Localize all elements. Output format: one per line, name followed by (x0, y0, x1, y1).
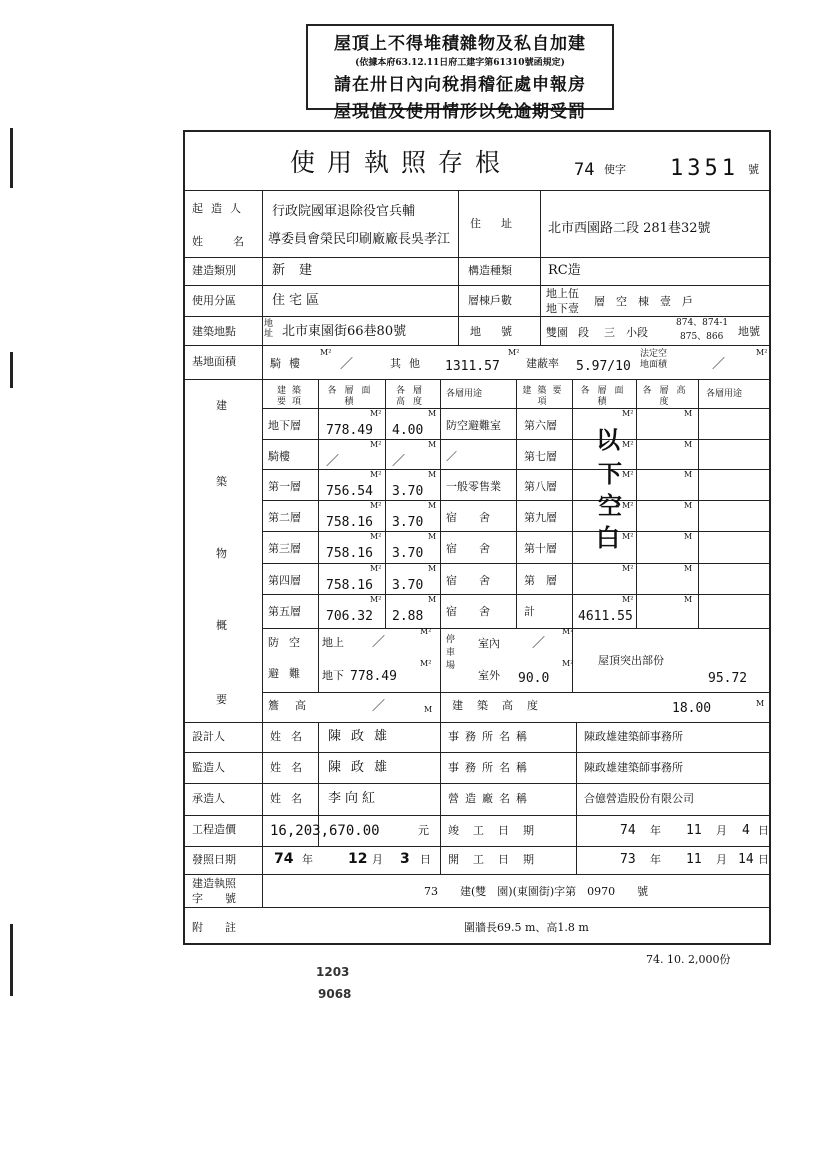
build-type: 新建 (272, 263, 327, 278)
issue-year: 74 (274, 851, 294, 867)
outdoor-label: 室外 (478, 669, 500, 682)
lot-label: 地號 (470, 325, 532, 338)
unit: M (428, 564, 437, 573)
side-label-3: 物 (216, 547, 227, 560)
build-type-label: 建造類別 (192, 264, 236, 277)
unit: M (684, 595, 693, 604)
col-header: 各層高度 (395, 386, 430, 407)
lot-nums-2: 875、866 (680, 332, 724, 342)
day-char: 日 (420, 853, 431, 866)
day-char: 日 (758, 853, 769, 866)
done-year: 74 (620, 823, 636, 838)
floor-height: 3.70 (392, 546, 424, 561)
indoor-label: 室內 (478, 637, 500, 650)
designer-firm: 陳政雄建築師事務所 (584, 730, 683, 743)
issue-month: 12 (348, 851, 368, 867)
unit: M (428, 595, 437, 604)
owner-label: 起造人 (192, 202, 249, 215)
stamp-line-3: 請在卅日內向稅捐稽征處申報房 (334, 75, 586, 95)
floor-name: 第三層 (268, 542, 301, 555)
permit-suffix: 號 (748, 163, 759, 176)
floor-area: 756.54 (326, 484, 373, 499)
eave-label: 簷高 (268, 699, 322, 712)
unit: M (428, 501, 437, 510)
month-char: 月 (716, 853, 727, 866)
site-area-label: 基地面積 (192, 355, 236, 368)
owner-address: 北市西園路二段 281巷32號 (548, 221, 711, 236)
shelter-above-label: 地上 (322, 636, 344, 649)
floor-area: 778.49 (326, 423, 373, 438)
bldg-height-label: 建築高度 (452, 699, 552, 712)
stamp-line-2: (依據本府63.12.11日府工建字第61310號函規定) (355, 58, 565, 68)
floor-use: 宿 舍 (446, 511, 490, 524)
unit: M² (756, 348, 768, 357)
unit: M² (562, 659, 574, 668)
issue-day: 3 (400, 851, 410, 867)
floor-height: 2.88 (392, 609, 424, 624)
shelter-below-label: 地下 (322, 669, 344, 682)
binder-mark (10, 128, 13, 188)
floor-use: 防空避難室 (446, 419, 501, 432)
floor-name: 第二層 (268, 511, 301, 524)
unit: M² (622, 564, 634, 573)
shelter-label-1: 防空 (268, 636, 310, 649)
floors-label: 層棟戶數 (468, 294, 512, 307)
unit: M² (622, 532, 634, 541)
floor-use: ／ (446, 450, 457, 463)
permit-year: 74 (574, 160, 595, 180)
floor-name: 第五層 (268, 605, 301, 618)
stamp-line-4: 屋現值及使用情形以免逾期受罰 (334, 102, 586, 122)
binder-mark (10, 924, 13, 996)
parking-label: 停車場 (446, 635, 456, 671)
site-sub-label: 地址 (264, 319, 274, 339)
legal-open-label-1: 法定空 (640, 349, 668, 359)
unit: M² (320, 348, 332, 357)
floors-rest: 層 空 棟 壹 戶 (594, 295, 693, 308)
contractor-name: 李向紅 (328, 791, 380, 806)
start-year: 73 (620, 852, 636, 867)
contractor-label: 承造人 (192, 792, 225, 805)
col-header: 各層用途 (446, 389, 483, 399)
bldg-height: 18.00 (672, 701, 712, 716)
floor-area: 706.32 (326, 609, 373, 624)
month-char: 月 (716, 824, 727, 837)
shelter-label-2: 避難 (268, 667, 310, 680)
unit: M (684, 532, 693, 541)
arcade-area-label: 騎樓 (270, 357, 308, 370)
start-label: 開工日期 (448, 853, 548, 866)
zone: 住宅區 (272, 293, 324, 308)
cost-label: 工程造價 (192, 823, 236, 836)
unit: M (428, 532, 437, 541)
firm-label: 營造廠名稱 (448, 792, 533, 805)
floor-name-2: 第七層 (524, 450, 557, 463)
floor-name-2: 第六層 (524, 419, 557, 432)
note-label: 附註 (192, 921, 258, 934)
floor-name: 第一層 (268, 480, 301, 493)
total-area: 4611.55 (578, 609, 633, 624)
side-label-5: 要 (216, 693, 227, 706)
floor-use: 一般零售業 (446, 480, 501, 493)
owner-name-2: 導委員會榮民印刷廠廠長吳孝江 (268, 232, 451, 247)
floor-height: 3.70 (392, 578, 424, 593)
unit: M² (622, 440, 634, 449)
lot-section-word: 段 (578, 326, 589, 339)
arcade-area: ／ (340, 357, 354, 372)
cost-unit: 元 (418, 824, 429, 837)
shelter-above: ／ (372, 635, 386, 650)
start-day: 14 (738, 852, 754, 867)
binder-mark (10, 352, 13, 388)
floors-above: 地上伍 (546, 287, 579, 300)
lot-district: 雙園 (546, 326, 568, 339)
name-label: 姓名 (270, 730, 312, 743)
coverage: 5.97/10 (576, 359, 631, 374)
unit: M² (508, 348, 520, 357)
unit: M (428, 470, 437, 479)
floor-name-2: 計 (524, 605, 535, 618)
floor-height: 3.70 (392, 515, 424, 530)
outdoor-parking: 90.0 (518, 671, 550, 686)
side-label-1: 建 (216, 399, 227, 412)
floor-height: 3.70 (392, 484, 424, 499)
handwritten-note-2: 9068 (318, 987, 352, 1001)
unit: M (684, 470, 693, 479)
unit: M² (622, 501, 634, 510)
done-month: 11 (686, 823, 702, 838)
lot-suffix: 地號 (738, 325, 760, 338)
unit: M² (622, 470, 634, 479)
unit: M² (370, 409, 382, 418)
permit-label-1: 建造執照 (192, 877, 236, 890)
handwritten-blank-3: 空 (598, 492, 622, 520)
eave-height: ／ (372, 699, 386, 714)
owner-name-label: 姓名 (192, 235, 274, 248)
unit: M² (370, 532, 382, 541)
designer-label: 設計人 (192, 730, 225, 743)
notice-stamp (306, 24, 614, 122)
unit: M² (420, 627, 432, 636)
issue-label: 發照日期 (192, 853, 236, 866)
done-day: 4 (742, 823, 750, 838)
handwritten-blank-2: 下 (598, 460, 622, 488)
unit: M² (622, 409, 634, 418)
handwritten-blank-1: 以 (596, 426, 620, 454)
firm-label: 事務所名稱 (448, 761, 533, 774)
unit: M (428, 409, 437, 418)
unit: M (684, 501, 693, 510)
unit: M² (370, 470, 382, 479)
indoor-parking: ／ (532, 636, 546, 651)
note-text: 圍牆長69.5 m、高1.8 m (464, 921, 589, 934)
day-char: 日 (758, 824, 769, 837)
unit: M (756, 699, 765, 708)
start-month: 11 (686, 852, 702, 867)
cost-value: 16,203,670.00 (270, 823, 380, 839)
permit-number: 1351 (670, 156, 739, 181)
col-header: 各層高度 (642, 386, 694, 407)
firm-label: 事務所名稱 (448, 730, 533, 743)
owner-name-1: 行政院國軍退除役官兵輔 (272, 204, 416, 219)
floor-height: 4.00 (392, 423, 424, 438)
col-header: 各層面積 (580, 386, 632, 407)
unit: M (684, 564, 693, 573)
supervisor-name: 陳政雄 (328, 760, 398, 775)
address-label: 住址 (470, 217, 532, 230)
floor-name-2: 第八層 (524, 480, 557, 493)
permit-label-2: 字 號 (192, 892, 236, 905)
floor-area: 758.16 (326, 578, 373, 593)
form-title: 使用執照存根 (290, 148, 513, 177)
floor-use: 宿 舍 (446, 605, 490, 618)
floor-height: ／ (392, 454, 406, 469)
other-area-label: 其他 (390, 357, 428, 370)
floor-name: 騎樓 (268, 450, 290, 463)
floor-name: 地下層 (268, 419, 301, 432)
print-note: 74. 10. 2,000份 (646, 953, 731, 966)
col-header: 建築要項 (276, 386, 307, 407)
floor-area: 758.16 (326, 546, 373, 561)
done-label: 竣工日期 (448, 824, 548, 837)
roof-area: 95.72 (708, 671, 748, 686)
unit: M (428, 440, 437, 449)
unit: M (424, 705, 433, 714)
supervisor-label: 監造人 (192, 761, 225, 774)
month-char: 月 (372, 853, 383, 866)
supervisor-firm: 陳政雄建築師事務所 (584, 761, 683, 774)
floor-name-2: 第 層 (524, 574, 557, 587)
side-label-2: 築 (216, 475, 227, 488)
legal-open-area: ／ (712, 357, 726, 372)
floor-use: 宿 舍 (446, 574, 490, 587)
unit: M² (562, 627, 574, 636)
year-char: 年 (302, 853, 313, 866)
lot-section: 三 (604, 326, 615, 339)
year-char: 年 (650, 824, 661, 837)
zone-label: 使用分區 (192, 294, 236, 307)
unit: M² (420, 659, 432, 668)
handwritten-note-1: 1203 (316, 965, 350, 979)
permit-number-text: 73 建(雙 園)(東園街)字第 0970 號 (424, 885, 649, 898)
name-label: 姓名 (270, 761, 312, 774)
struct-label: 構造種類 (468, 264, 512, 277)
unit: M (684, 440, 693, 449)
name-label: 姓名 (270, 792, 312, 805)
floor-name-2: 第十層 (524, 542, 557, 555)
lot-nums-1: 874、874-1 (676, 318, 729, 328)
designer-name: 陳政雄 (328, 729, 398, 744)
shelter-below: 778.49 (350, 669, 397, 684)
floor-name: 第四層 (268, 574, 301, 587)
stamp-line-1: 屋頂上不得堆積雜物及私自加建 (334, 34, 586, 54)
unit: M² (370, 501, 382, 510)
struct-type: RC造 (548, 263, 581, 278)
other-area: 1311.57 (445, 359, 500, 374)
year-char: 年 (650, 853, 661, 866)
legal-open-label-2: 地面積 (640, 360, 668, 370)
roof-label: 屋頂突出部份 (598, 654, 664, 667)
floor-area: 758.16 (326, 515, 373, 530)
unit: M² (370, 440, 382, 449)
site-label: 建築地點 (192, 325, 236, 338)
unit: M (684, 409, 693, 418)
site-address: 北市東園街66巷80號 (282, 324, 407, 339)
unit: M² (370, 564, 382, 573)
coverage-label: 建蔽率 (526, 357, 559, 370)
contractor-firm: 合億營造股份有限公司 (584, 792, 694, 805)
lot-small: 小段 (626, 326, 648, 339)
col-header: 各層用途 (706, 389, 743, 399)
handwritten-blank-4: 白 (596, 524, 620, 552)
side-label-4: 概 (216, 619, 227, 632)
col-header: 各層面積 (327, 386, 379, 407)
unit: M² (622, 595, 634, 604)
unit: M² (370, 595, 382, 604)
floor-area: ／ (326, 454, 340, 469)
floors-below: 地下壹 (546, 302, 579, 315)
permit-word: 使字 (604, 163, 626, 176)
col-header: 建築要項 (522, 386, 568, 407)
floor-use: 宿 舍 (446, 542, 490, 555)
floor-name-2: 第九層 (524, 511, 557, 524)
